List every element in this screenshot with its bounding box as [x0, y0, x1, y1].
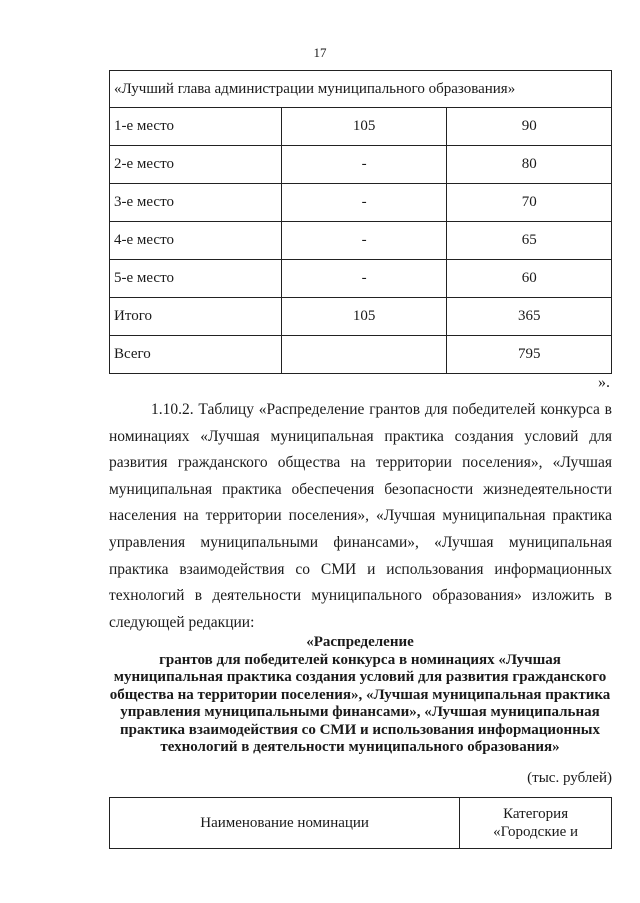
category-header-line: «Городские и [493, 824, 579, 840]
title-line: грантов для победителей конкурса в номинациях «Лучшая [159, 651, 561, 668]
nomination-header: «Лучший глава администрации муниципального образования» [110, 71, 612, 108]
row-value-col3: 60 [447, 260, 612, 298]
row-value-col3: 70 [447, 184, 612, 222]
table-row-grand-total [110, 336, 612, 374]
row-label: 1-е место [110, 108, 282, 146]
table-row [110, 108, 612, 146]
row-value-col3: 365 [447, 298, 612, 336]
distribution-title [100, 634, 620, 757]
table-row [110, 184, 612, 222]
row-value-col2: - [281, 146, 447, 184]
row-value-col3: 65 [447, 222, 612, 260]
row-value-col2: - [281, 222, 447, 260]
amendment-paragraph [109, 397, 612, 636]
units-label: (тыс. рублей) [527, 770, 612, 786]
title-line: управления муниципальными финансами», «Лучшая муниципальная [120, 704, 600, 720]
row-value-col3: 80 [447, 146, 612, 184]
title-line: муниципальная практика создания условий для развития гражданского [113, 669, 607, 685]
row-value-col3: 795 [447, 336, 612, 374]
table-row [110, 260, 612, 298]
row-value-col3: 90 [447, 108, 612, 146]
row-label: Итого [110, 298, 282, 336]
row-value-col2: - [281, 260, 447, 298]
closing-quote: ». [598, 374, 610, 391]
amendment-text: 1.10.2. Таблицу «Распределение грантов для победителей конкурса в номинациях «Лучшая муниципальная практика создания условий для развития гражданского общества на территории поселения», «Лучшая муниципальная практика обеспечения безопасности жизнедеятельности населения на территории поселения», «Лучшая муниципальная практика управления муниципальными финансами», «Лучшая муниципальная практика взаимодействия со СМИ и использования информационных технологий в деятельности муниципального образования» изложить в следующей редакции: [109, 401, 612, 631]
grants-table-header [109, 797, 612, 849]
category-header [460, 798, 612, 849]
row-value-col2: 105 [281, 108, 447, 146]
nomination-name-header: Наименование номинации [110, 798, 460, 849]
title-line: «Распределение [306, 634, 414, 650]
table-header-row [110, 71, 612, 108]
page-number: 17 [313, 45, 327, 60]
title-line: технологий в деятельности муниципального образования» [160, 739, 560, 755]
category-header-line: Категория [503, 806, 569, 822]
row-value-col2 [281, 336, 447, 374]
row-label: 2-е место [110, 146, 282, 184]
title-line: практика взаимодействия со СМИ и использования информационных [120, 721, 600, 738]
row-label: 3-е место [110, 184, 282, 222]
row-value-col2: - [281, 184, 447, 222]
row-label: 4-е место [110, 222, 282, 260]
row-value-col2: 105 [281, 298, 447, 336]
table-header-row [110, 798, 612, 849]
table-row [110, 146, 612, 184]
title-line: общества на территории поселения», «Лучшая муниципальная практика [109, 686, 611, 703]
row-label: 5-е место [110, 260, 282, 298]
row-label: Всего [110, 336, 282, 374]
table-row-total [110, 298, 612, 336]
awards-table [109, 70, 612, 374]
table-row [110, 222, 612, 260]
